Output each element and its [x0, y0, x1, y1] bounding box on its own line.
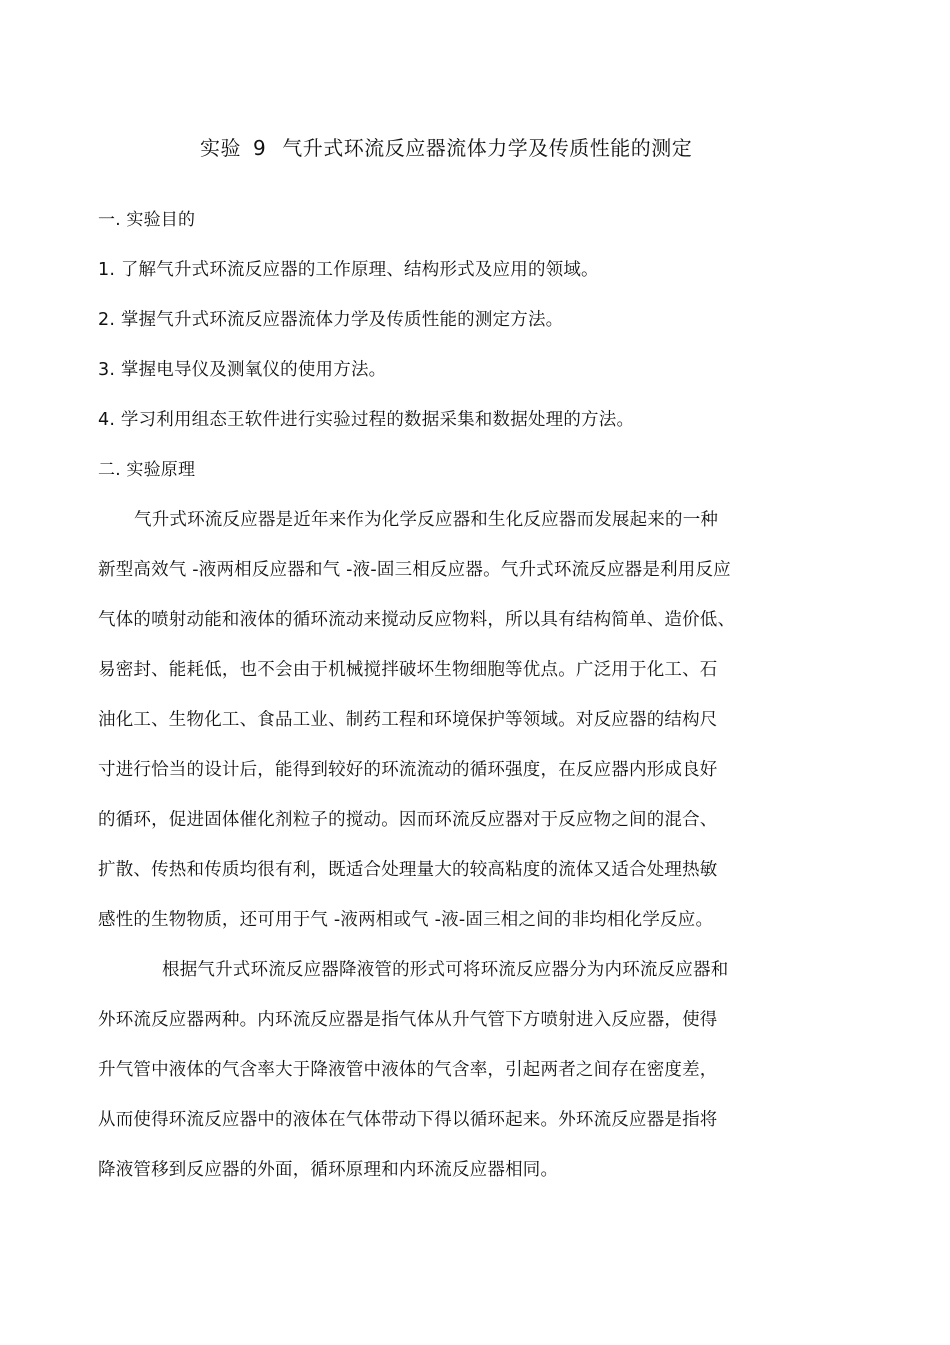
paragraph-line: 寸进行恰当的设计后，能得到较好的环流流动的循环强度，在反应器内形成良好 — [98, 760, 718, 780]
paragraph-line: 从而使得环流反应器中的液体在气体带动下得以循环起来。外环流反应器是指将 — [98, 1110, 718, 1130]
document-title — [200, 135, 692, 161]
section-heading-objectives: 一. 实验目的 — [98, 210, 196, 230]
objective-item: 4. 学习利用组态王软件进行实验过程的数据采集和数据处理的方法。 — [98, 410, 635, 430]
paragraph-line: 气升式环流反应器是近年来作为化学反应器和生化反应器而发展起来的一种 — [134, 510, 719, 530]
title-prefix: 实验 — [200, 136, 241, 160]
objective-item: 3. 掌握电导仪及测氧仪的使用方法。 — [98, 360, 387, 380]
paragraph-line: 外环流反应器两种。内环流反应器是指气体从升气管下方喷射进入反应器，使得 — [98, 1010, 718, 1030]
paragraph-line: 根据气升式环流反应器降液管的形式可将环流反应器分为内环流反应器和 — [162, 960, 729, 980]
paragraph-line: 扩散、传热和传质均很有利，既适合处理量大的较高粘度的流体又适合处理热敏 — [98, 860, 718, 880]
paragraph-line: 感性的生物物质，还可用于气 -液两相或气 -液-固三相之间的非均相化学反应。 — [98, 910, 714, 930]
paragraph-line: 油化工、生物化工、食品工业、制药工程和环境保护等领域。对反应器的结构尺 — [98, 710, 718, 730]
paragraph-line: 易密封、能耗低，也不会由于机械搅拌破坏生物细胞等优点。广泛用于化工、石 — [98, 660, 718, 680]
paragraph-line: 升气管中液体的气含率大于降液管中液体的气含率，引起两者之间存在密度差， — [98, 1060, 718, 1080]
paragraph-line: 降液管移到反应器的外面，循环原理和内环流反应器相同。 — [98, 1160, 559, 1180]
paragraph-line: 气体的喷射动能和液体的循环流动来搅动反应物料，所以具有结构简单、造价低、 — [98, 610, 736, 630]
paragraph-line: 新型高效气 -液两相反应器和气 -液-固三相反应器。气升式环流反应器是利用反应 — [98, 560, 731, 580]
paragraph-line: 的循环，促进固体催化剂粒子的搅动。因而环流反应器对于反应物之间的混合、 — [98, 810, 718, 830]
objective-item: 1. 了解气升式环流反应器的工作原理、结构形式及应用的领域。 — [98, 260, 599, 280]
title-text: 气升式环流反应器流体力学及传质性能的测定 — [282, 136, 693, 160]
title-number: 9 — [253, 136, 267, 160]
objective-item: 2. 掌握气升式环流反应器流体力学及传质性能的测定方法。 — [98, 310, 564, 330]
section-heading-principle: 二. 实验原理 — [98, 460, 196, 480]
